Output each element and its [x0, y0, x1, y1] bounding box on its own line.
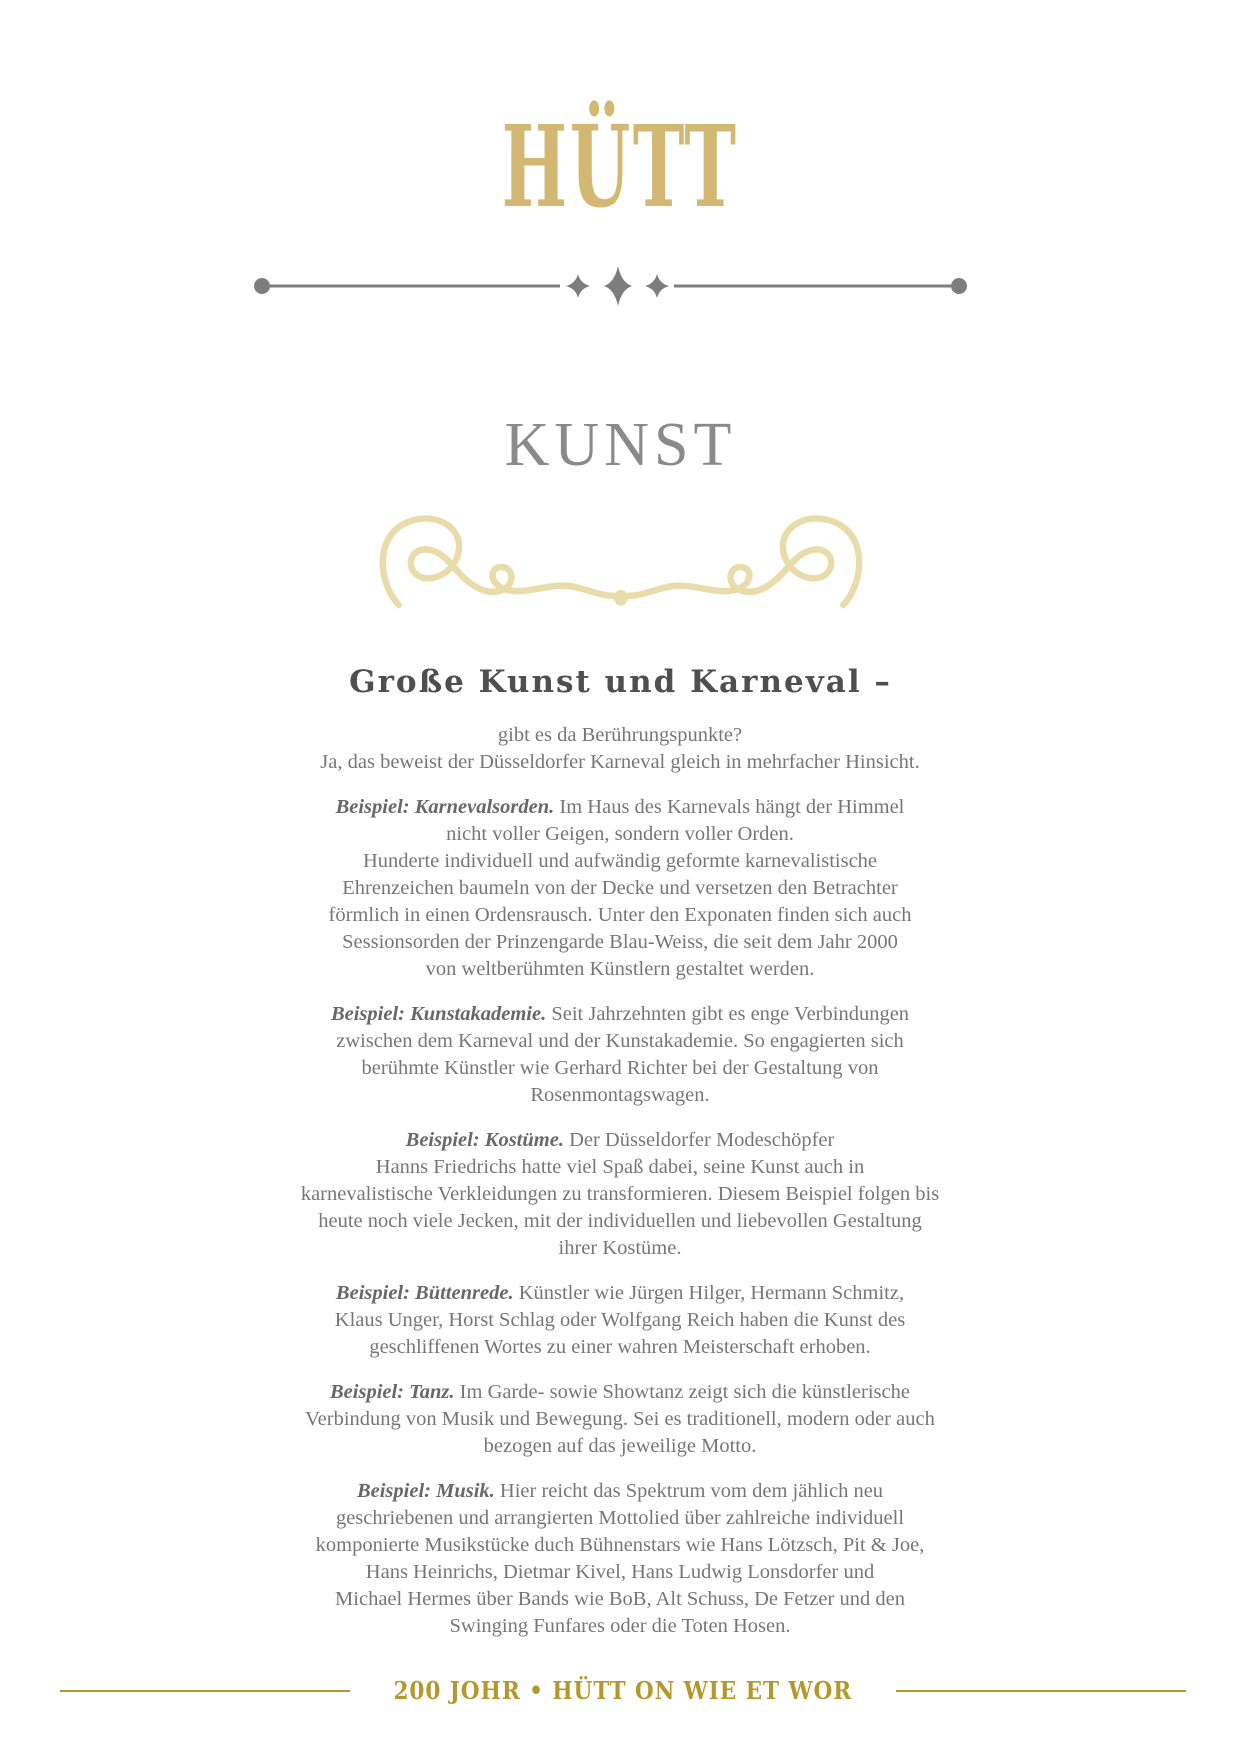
footer-right-rule	[896, 1690, 1186, 1692]
intro-paragraph: gibt es da Berührungspunkte? Ja, das beweist der Düsseldorfer Karneval gleich in mehrfacher Hinsicht.	[320, 724, 920, 773]
body-paragraph: Beispiel: Büttenrede. Künstler wie Jürgen Hilger, Hermann Schmitz, Klaus Unger, Horst Schlag oder Wolfgang Reich haben die Kunst des geschliffenen Wortes zu einer wahren Meisterschaft erhoben.	[334, 1282, 906, 1358]
body-paragraph: Beispiel: Karnevalsorden. Im Haus des Karnevals hängt der Himmel nicht voller Geigen, sondern voller Orden. Hunderte individuell und aufwändig geformte karnevalistische Ehrenzeichen baumeln von der Decke und versetzen den Betrachter förmlich in einen Ordensrausch. Unter den Exponaten finden sich auch Sessionsorden der Prinzengarde Blau-Weiss, die seit dem Jahr 2000 von weltberühmten Künstlern gestaltet werden.	[328, 796, 912, 980]
sparkle-divider	[0, 264, 1241, 308]
sparkle-big-icon	[604, 266, 632, 306]
sparkle-small-right-icon	[645, 274, 669, 298]
logo-text: HÜTT	[502, 102, 739, 233]
flourish-left	[382, 518, 613, 605]
divider-left-dot	[254, 278, 270, 294]
paragraphs	[270, 794, 970, 1640]
paragraph-lead: Beispiel: Tanz.	[330, 1381, 460, 1403]
divider-right-dot	[951, 278, 967, 294]
paragraph-lead: Beispiel: Musik.	[356, 1480, 500, 1502]
sparkle-small-left-icon	[566, 274, 590, 298]
footer-left-rule	[60, 1690, 350, 1692]
article-body	[270, 722, 970, 1658]
body-paragraph: Beispiel: Musik. Hier reicht das Spektrum vom dem jählich neu geschriebenen und arrangierten Mottolied über zahlreiche individuell komponierte Musikstücke duch Bühnenstars wie Hans Lötzsch, Pit & Joe, Hans Heinrichs, Dietmar Kivel, Hans Ludwig Lonsdorfer und Michael Hermes über Bands wie BoB, Alt Schuss, De Fetzer und den Swinging Funfares oder die Toten Hosen.	[315, 1480, 925, 1637]
body-paragraph: Beispiel: Tanz. Im Garde- sowie Showtanz zeigt sich die künstlerische Verbindung von Musik und Bewegung. Sei es traditionell, modern oder auch bezogen auf das jeweilige Motto.	[305, 1381, 935, 1457]
paragraph-lead: Beispiel: Karnevalsorden.	[335, 796, 560, 818]
paragraph-lead: Beispiel: Kostüme.	[405, 1129, 570, 1151]
flourish-right	[628, 518, 859, 605]
body-paragraph: Beispiel: Kostüme. Der Düsseldorfer Modeschöpfer Hanns Friedrichs hatte viel Spaß dabei, seine Kunst auch in karnevalistische Verkleidungen zu transformieren. Diesem Beispiel folgen bis heute noch viele Jecken, mit der individuellen und liebevollen Gestaltung ihrer Kostüme.	[300, 1129, 940, 1259]
divider-graphics	[254, 266, 967, 306]
page-footer	[60, 1676, 1186, 1705]
paragraph-lead: Beispiel: Büttenrede.	[335, 1282, 519, 1304]
flourish-ornament	[0, 494, 1241, 624]
page-title: KUNST	[504, 411, 737, 479]
footer-text: 200 JOHR • HÜTT ON WIE ET WOR	[393, 1676, 853, 1705]
logo	[0, 102, 1241, 233]
flourish-center-dot	[614, 590, 628, 606]
body-paragraph: Beispiel: Kunstakademie. Seit Jahrzehnten gibt es enge Verbindungen zwischen dem Karneval und der Kunstakademie. So engagierten sich berühmte Künstler wie Gerhard Richter bei der Gestaltung von Rosenmontagswagen.	[330, 1003, 910, 1106]
divider-left-line	[270, 285, 560, 288]
article-headline: Große Kunst und Karneval –	[349, 664, 892, 700]
divider-right-line	[674, 285, 951, 288]
paragraph-lead: Beispiel: Kunstakademie.	[330, 1003, 552, 1025]
